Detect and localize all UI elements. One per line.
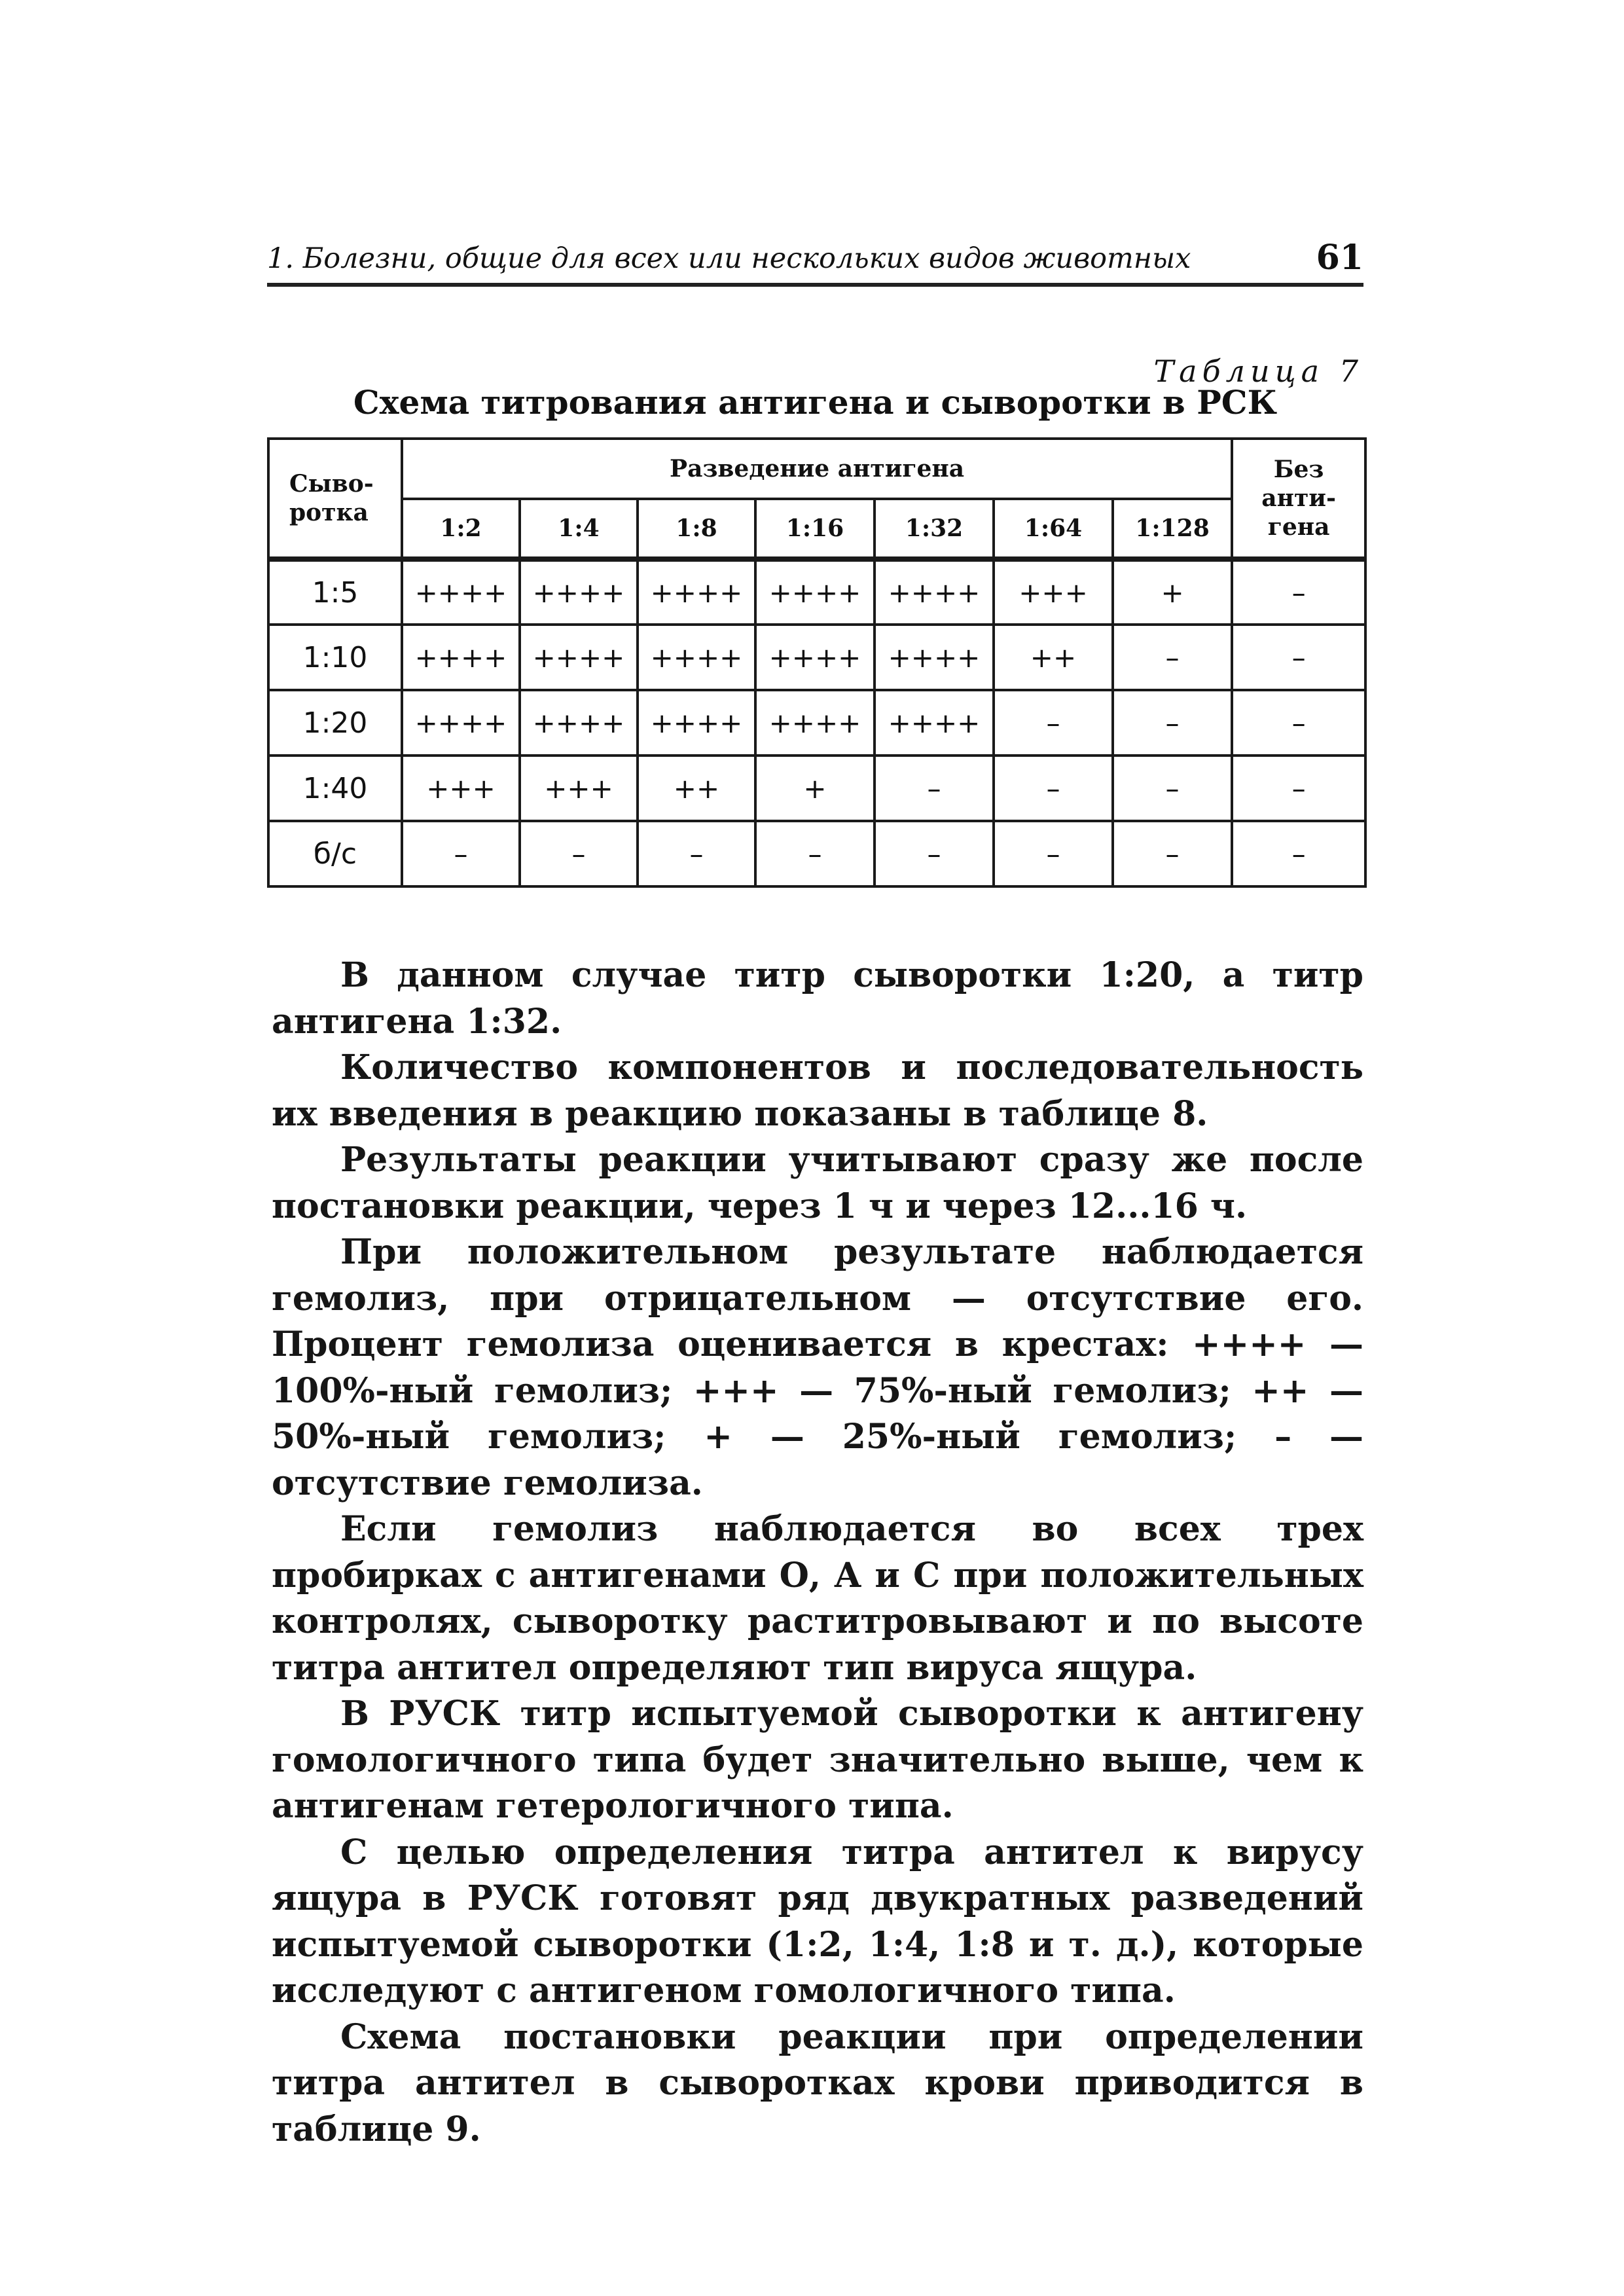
paragraph: В РУСК титр испытуемой сыворотки к антигену гомологичного типа будет значительно выше, чем к антигенам гетерологичного типа. (272, 1694, 1363, 1826)
result-cell: – (638, 821, 755, 886)
result-cell: ++++ (875, 559, 994, 625)
serum-dilution-cell: 1:40 (268, 756, 402, 821)
result-cell: ++ (994, 625, 1113, 690)
result-cell: ++++ (875, 690, 994, 756)
table-row (268, 756, 1365, 821)
result-cell: – (875, 821, 994, 886)
result-cell: – (1113, 625, 1232, 690)
table-row (268, 625, 1365, 690)
paragraph: Количество компонентов и последовательность их введения в реакцию показаны в таблице 8. (272, 1048, 1363, 1134)
result-cell: – (1232, 559, 1365, 625)
result-cell: ++++ (402, 559, 520, 625)
result-cell: – (1232, 821, 1365, 886)
table-caption: Схема титрования антигена и сыворотки в РСК (353, 383, 1278, 422)
result-cell: – (1232, 625, 1365, 690)
result-cell: ++++ (638, 559, 755, 625)
dilution-header: 1:128 (1113, 499, 1232, 559)
result-cell: ++++ (875, 625, 994, 690)
result-cell: – (755, 821, 875, 886)
titration-table (267, 437, 1367, 888)
dilution-header: 1:32 (875, 499, 994, 559)
serum-column-header: Сыво- ротка (268, 439, 402, 559)
result-cell: ++++ (755, 690, 875, 756)
table-row (268, 821, 1365, 886)
result-cell: ++++ (520, 690, 638, 756)
result-cell: – (402, 821, 520, 886)
result-cell: – (1113, 756, 1232, 821)
result-cell: +++ (520, 756, 638, 821)
result-cell: – (994, 756, 1113, 821)
result-cell: ++++ (755, 559, 875, 625)
serum-dilution-cell: б/с (268, 821, 402, 886)
result-cell: ++++ (638, 625, 755, 690)
result-cell: – (520, 821, 638, 886)
serum-dilution-cell: 1:20 (268, 690, 402, 756)
result-cell: +++ (402, 756, 520, 821)
table-label: Таблица 7 (1153, 354, 1363, 389)
paragraph: Схема постановки реакции при определении титра антител в сыворотках крови приводится в таблице 9. (272, 2016, 1363, 2149)
dilution-header: 1:16 (755, 499, 875, 559)
result-cell: ++++ (402, 625, 520, 690)
result-cell: – (875, 756, 994, 821)
result-cell: ++++ (755, 625, 875, 690)
paragraph: При положительном результате наблюдается гемолиз, при отрицательном — отсутствие его. Процент гемолиза оценивается в крестах: ++++ — 100%-ный гемолиз; +++ — 75%-ный гемолиз; ++ — 50%-ный гемолиз; + — 25%-ный гемолиз; – — отсутствие гемолиза. (272, 1232, 1363, 1503)
paragraph: Результаты реакции учитывают сразу же после постановки реакции, через 1 ч и через 12...16 ч. (272, 1140, 1363, 1226)
body-text (272, 953, 1363, 2153)
dilution-column-header: Разведение антигена (402, 439, 1232, 499)
dilution-header: 1:2 (402, 499, 520, 559)
dilution-header: 1:4 (520, 499, 638, 559)
result-cell: ++++ (402, 690, 520, 756)
result-cell: – (1232, 690, 1365, 756)
table-row (268, 690, 1365, 756)
result-cell: +++ (994, 559, 1113, 625)
dilution-header: 1:64 (994, 499, 1113, 559)
dilution-header: 1:8 (638, 499, 755, 559)
serum-dilution-cell: 1:10 (268, 625, 402, 690)
result-cell: – (1232, 756, 1365, 821)
paragraph: В данном случае титр сыворотки 1:20, а титр антигена 1:32. (272, 955, 1363, 1042)
result-cell: ++ (638, 756, 755, 821)
table-row (268, 559, 1365, 625)
result-cell: + (755, 756, 875, 821)
page-number: 61 (1316, 238, 1363, 278)
result-cell: – (1113, 690, 1232, 756)
result-cell: – (994, 821, 1113, 886)
paragraph: С целью определения титра антител к вирусу ящура в РУСК готовят ряд двукратных разведений испытуемой сыворотки (1:2, 1:4, 1:8 и т. д.), которые исследуют с антигеном гомологичного типа. (272, 1832, 1363, 2011)
result-cell: – (1113, 821, 1232, 886)
result-cell: + (1113, 559, 1232, 625)
result-cell: ++++ (520, 559, 638, 625)
running-title: 1. Болезни, общие для всех или нескольких видов животных (267, 242, 1191, 275)
result-cell: ++++ (638, 690, 755, 756)
result-cell: ++++ (520, 625, 638, 690)
paragraph: Если гемолиз наблюдается во всех трех пробирках с антигенами О, А и С при положительных контролях, сыворотку раститровывают и по высоте титра антител определяют тип вируса ящура. (272, 1509, 1363, 1688)
result-cell: – (994, 690, 1113, 756)
running-header (267, 230, 1363, 287)
no-antigen-column-header: Без анти- гена (1232, 439, 1365, 559)
serum-dilution-cell: 1:5 (268, 559, 402, 625)
